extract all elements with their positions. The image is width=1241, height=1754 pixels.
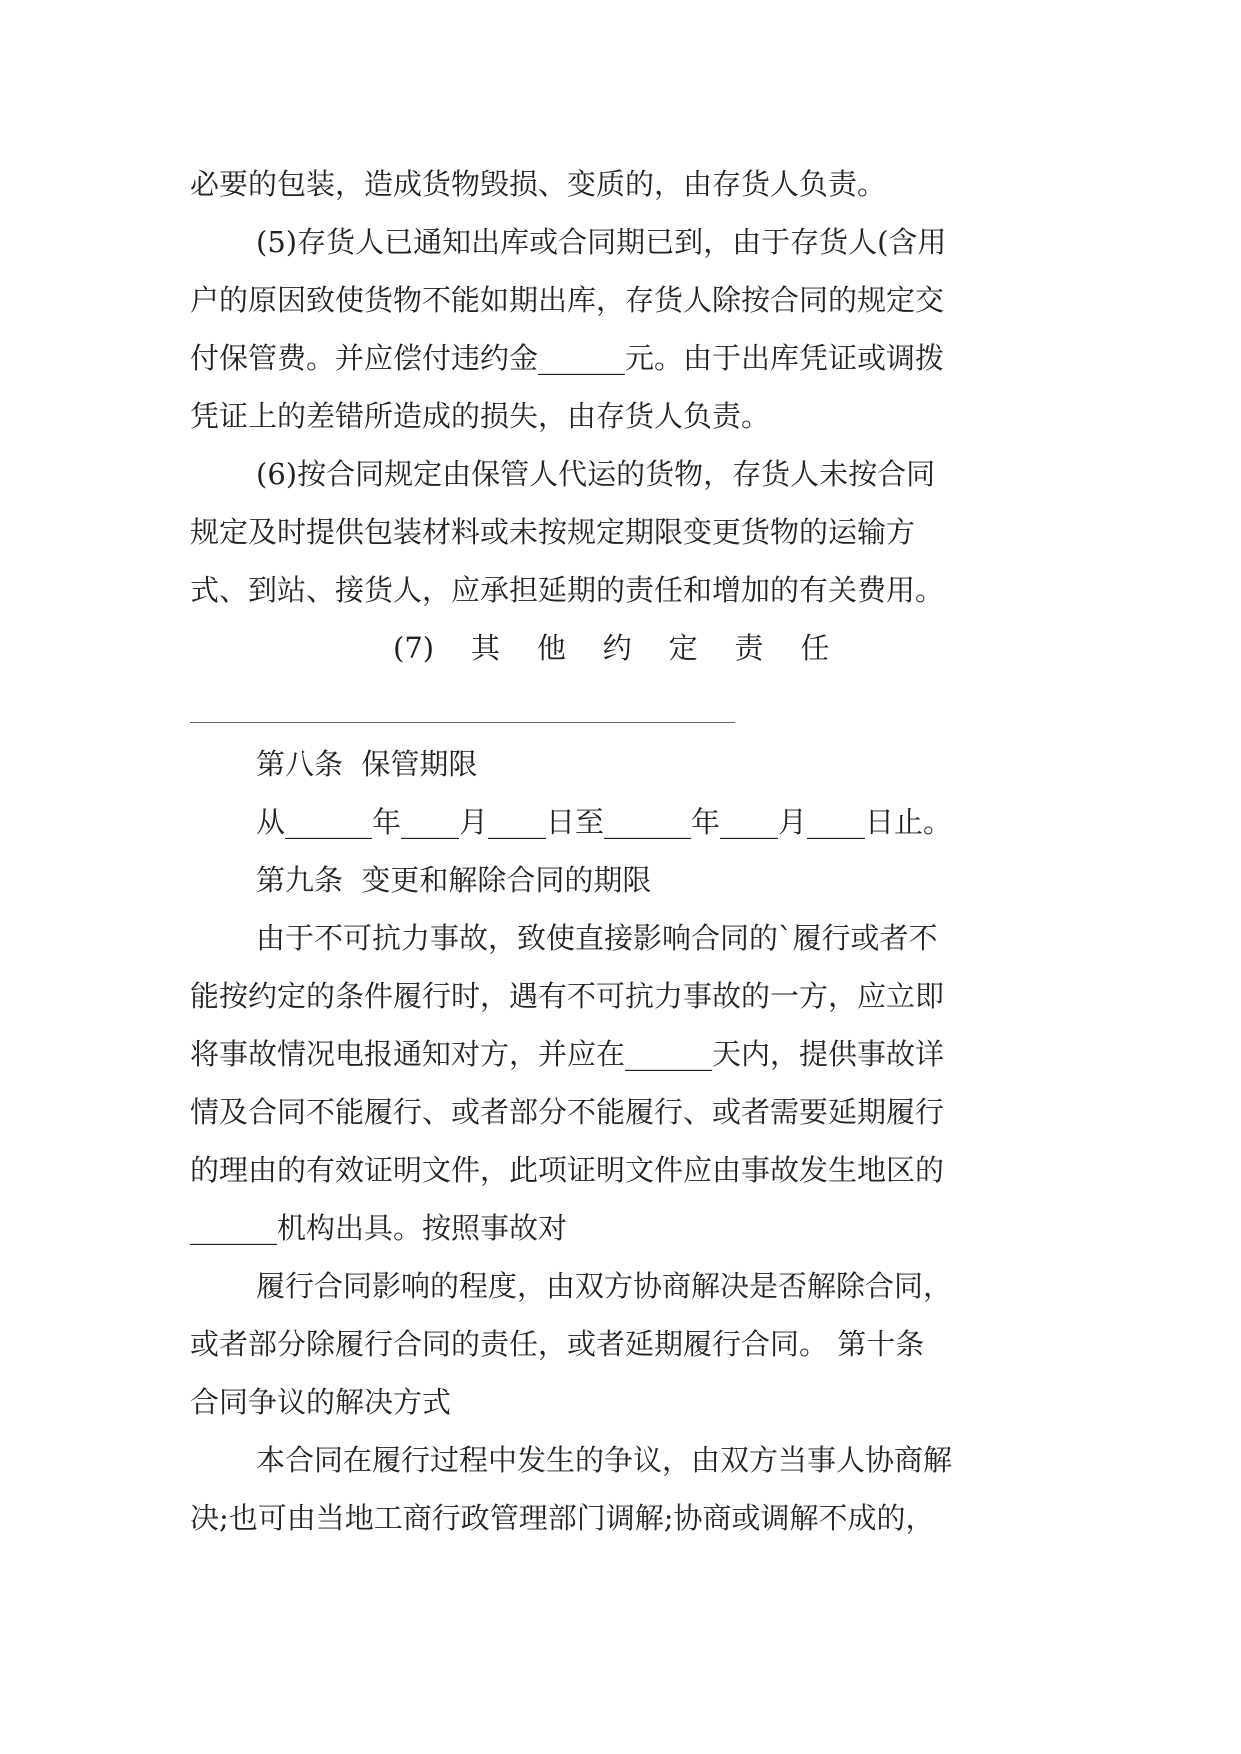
text-line: 式、到站、接货人，应承担延期的责任和增加的有关费用。 xyxy=(190,573,945,607)
text-line: (5)存货人已通知出库或合同期已到，由于存货人(含用 xyxy=(256,225,947,259)
text-line: 决;也可由当地工商行政管理部门调解;协商或调解不成的， xyxy=(190,1501,935,1535)
text-line: 能按约定的条件履行时，遇有不可抗力事故的一方，应立即 xyxy=(190,979,945,1013)
text-line: 从______年____月____日至______年____月____日止。 xyxy=(256,805,953,839)
text-line: 本合同在履行过程中发生的争议，由双方当事人协商解 xyxy=(256,1443,953,1477)
text-line: 必要的包装，造成货物毁损、变质的，由存货人负责。 xyxy=(190,167,887,201)
text-line: (6)按合同规定由保管人代运的货物，存货人未按合同 xyxy=(256,457,936,491)
text-line: 凭证上的差错所造成的损失，由存货人负责。 xyxy=(190,399,771,433)
text-line: 合同争议的解决方式 xyxy=(190,1385,452,1419)
text-line: ______机构出具。按照事故对 xyxy=(190,1211,568,1245)
section-heading: 第九条 变更和解除合同的期限 xyxy=(256,863,652,897)
text-line: 户的原因致使货物不能如期出库，存货人除按合同的规定交 xyxy=(190,283,945,317)
fill-in-underline xyxy=(190,722,735,723)
text-line: 情及合同不能履行、或者部分不能履行、或者需要延期履行 xyxy=(190,1095,945,1129)
text-line: (7) 其 他 约 定 责 任 xyxy=(393,631,830,665)
text-line: 将事故情况电报通知对方，并应在______天内，提供事故详 xyxy=(190,1037,945,1071)
text-line: 的理由的有效证明文件，此项证明文件应由事故发生地区的 xyxy=(190,1153,945,1187)
section-heading: 第八条 保管期限 xyxy=(256,747,478,781)
text-line: 由于不可抗力事故，致使直接影响合同的`履行或者不 xyxy=(256,921,938,955)
text-line: 或者部分除履行合同的责任，或者延期履行合同。 第十条 xyxy=(190,1327,925,1361)
text-line: 履行合同影响的程度，由双方协商解决是否解除合同， xyxy=(256,1269,953,1303)
text-line: 规定及时提供包装材料或未按规定期限变更货物的运输方 xyxy=(190,515,916,549)
text-line: 付保管费。并应偿付违约金______元。由于出库凭证或调拨 xyxy=(190,341,945,375)
